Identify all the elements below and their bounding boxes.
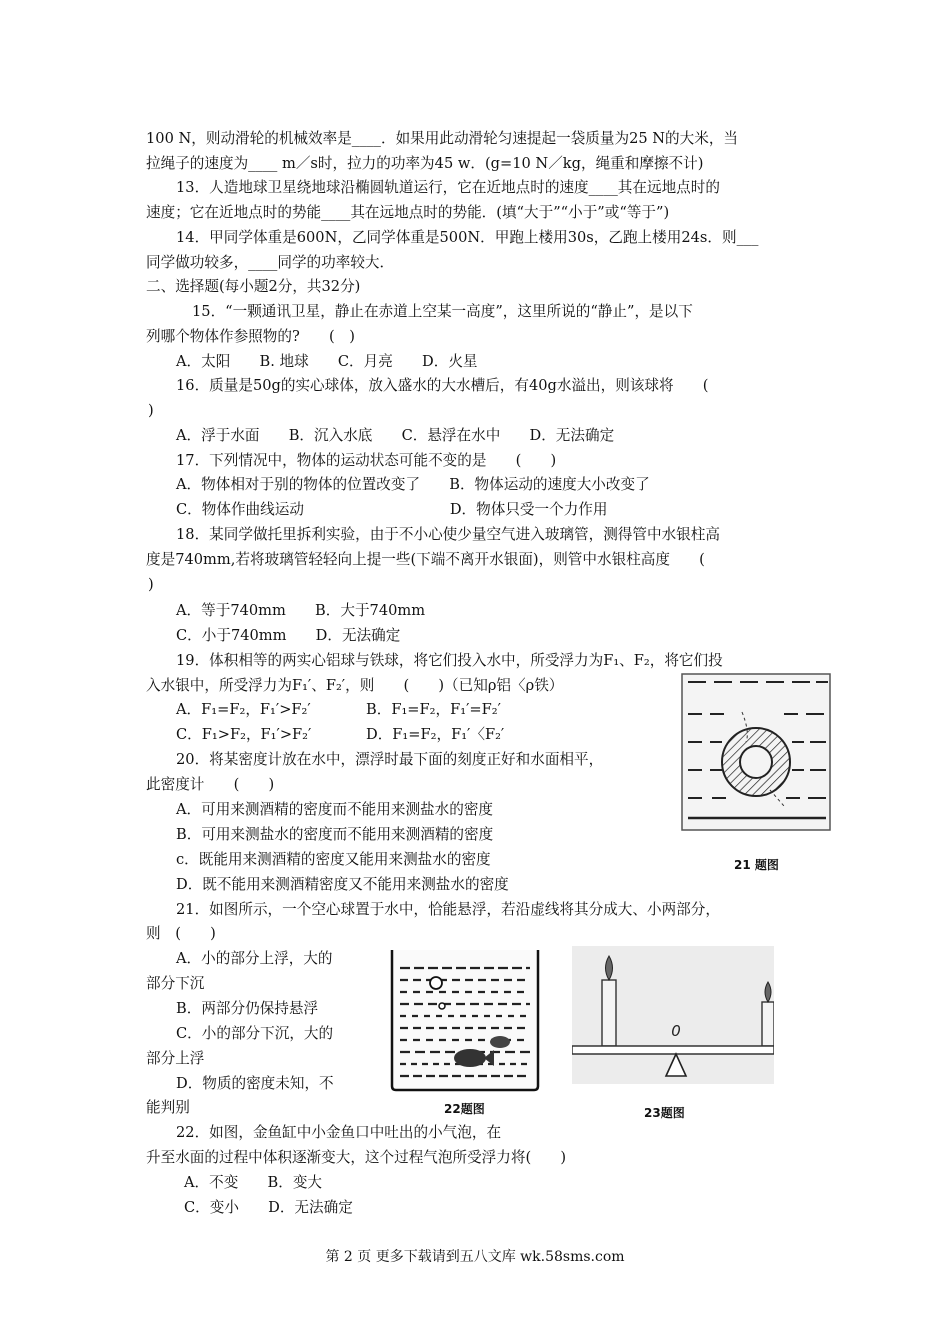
question-17: 17．下列情况中，物体的运动状态可能不变的是 ( ) — [176, 452, 557, 469]
option-d: D．物质的密度未知，不 — [176, 1075, 334, 1092]
text-line: 部分下沉 — [146, 975, 205, 992]
question-22: 22．如图，金鱼缸中小金鱼口中吐出的小气泡，在 — [176, 1124, 502, 1141]
text-line: 此密度计 ( ) — [146, 776, 275, 793]
options: A．不变 B．变大 — [184, 1174, 323, 1191]
text-line: 度是740mm,若将玻璃管轻轻向上提一些(下端不离开水银面)，则管中水银柱高度 ( — [146, 551, 705, 568]
question-19: 19．体积相等的两实心铝球与铁球，将它们投入水中，所受浮力为F₁、F₂，将它们投 — [176, 652, 723, 669]
text-line: 100 N，则动滑轮的机械效率是____．如果用此动滑轮匀速提起一袋质量为25 N的大米，当 — [146, 130, 739, 147]
text-line: 入水银中，所受浮力为F₁′、F₂′，则 ( )（已知ρ铝〈ρ铁） — [146, 677, 564, 694]
text-line: 同学做功较多，____同学的功率较大． — [146, 254, 395, 271]
option-b: B．两部分仍保持悬浮 — [176, 1000, 319, 1017]
figure-23-candle-lever — [572, 946, 774, 1084]
section-title: 二、选择题(每小题2分，共32分) — [146, 278, 361, 295]
option-a: A．小的部分上浮，大的 — [176, 950, 333, 967]
options: A．物体相对于别的物体的位置改变了 B．物体运动的速度大小改变了 — [176, 476, 650, 493]
figure-23-caption: 23题图 — [644, 1106, 685, 1120]
text-line: 能判别 — [146, 1099, 190, 1116]
figure-23-mark: 0 — [671, 1022, 681, 1040]
text-line: 速度；它在近地点时的势能____其在远地点时的势能．(填“大于”“小于”或“等于”) — [146, 204, 670, 221]
text-line: 则 ( ) — [146, 925, 216, 942]
option-b: B．可用来测盐水的密度而不能用来测酒精的密度 — [176, 826, 494, 843]
figure-21-hollow-sphere — [680, 672, 832, 832]
question-15: 15．“一颗通讯卫星，静止在赤道上空某一高度”，这里所说的“静止”，是以下 — [192, 303, 693, 320]
question-13: 13．人造地球卫星绕地球沿椭圆轨道运行，它在近地点时的速度____其在远地点时的 — [176, 179, 720, 196]
option-b: B．F₁=F₂，F₁′=F₂′ — [366, 701, 501, 718]
figure-21-caption: 21 题图 — [734, 858, 779, 872]
options: A．等于740mm B．大于740mm — [176, 602, 426, 619]
question-21: 21．如图所示，一个空心球置于水中，恰能悬浮，若沿虚线将其分成大、小两部分， — [176, 901, 720, 918]
question-18: 18．某同学做托里拆利实验，由于不小心使少量空气进入玻璃管，测得管中水银柱高 — [176, 526, 720, 543]
figure-22-caption: 22题图 — [444, 1102, 485, 1116]
option-a: A．可用来测酒精的密度而不能用来测盐水的密度 — [176, 801, 494, 818]
question-14: 14．甲同学体重是600N，乙同学体重是500N．甲跑上楼用30s，乙跑上楼用24s．则___ — [176, 229, 759, 246]
text-line: 拉绳子的速度为____ m／s时，拉力的功率为45 w．(g=10 N／kg，绳重和摩擦不计) — [146, 155, 704, 172]
option-d: D．F₁=F₂，F₁′〈F₂′ — [366, 726, 505, 743]
option-d: D．既不能用来测酒精密度又不能用来测盐水的密度 — [176, 876, 509, 893]
text-line: 列哪个物体作参照物的? ( ) — [146, 328, 355, 345]
options: C．变小 D．无法确定 — [184, 1199, 353, 1216]
text-line: 部分上浮 — [146, 1050, 205, 1067]
text-line: 升至水面的过程中体积逐渐变大，这个过程气泡所受浮力将( ) — [146, 1149, 567, 1166]
option-a: A．F₁=F₂，F₁′>F₂′ — [176, 701, 311, 718]
options: A．太阳 B. 地球 C．月亮 D．火星 — [176, 353, 478, 370]
option-c: C．F₁>F₂，F₁′>F₂′ — [176, 726, 312, 743]
question-16: 16．质量是50g的实心球体，放入盛水的大水槽后，有40g水溢出，则该球将 ( — [176, 377, 709, 394]
text-line: ) — [148, 576, 154, 593]
options: C．物体作曲线运动 D．物体只受一个力作用 — [176, 501, 608, 518]
option-c: c．既能用来测酒精的密度又能用来测盐水的密度 — [176, 851, 491, 868]
options: C．小于740mm D．无法确定 — [176, 627, 401, 644]
page-footer: 第 2 页 更多下载请到五八文库 wk.58sms.com — [325, 1249, 625, 1265]
text-line: ) — [148, 402, 154, 419]
figure-22-fish-tank — [386, 946, 544, 1094]
question-20: 20．将某密度计放在水中，漂浮时最下面的刻度正好和水面相平， — [176, 751, 604, 768]
options: A．浮于水面 B．沉入水底 C．悬浮在水中 D．无法确定 — [176, 427, 615, 444]
option-c: C．小的部分下沉，大的 — [176, 1025, 334, 1042]
